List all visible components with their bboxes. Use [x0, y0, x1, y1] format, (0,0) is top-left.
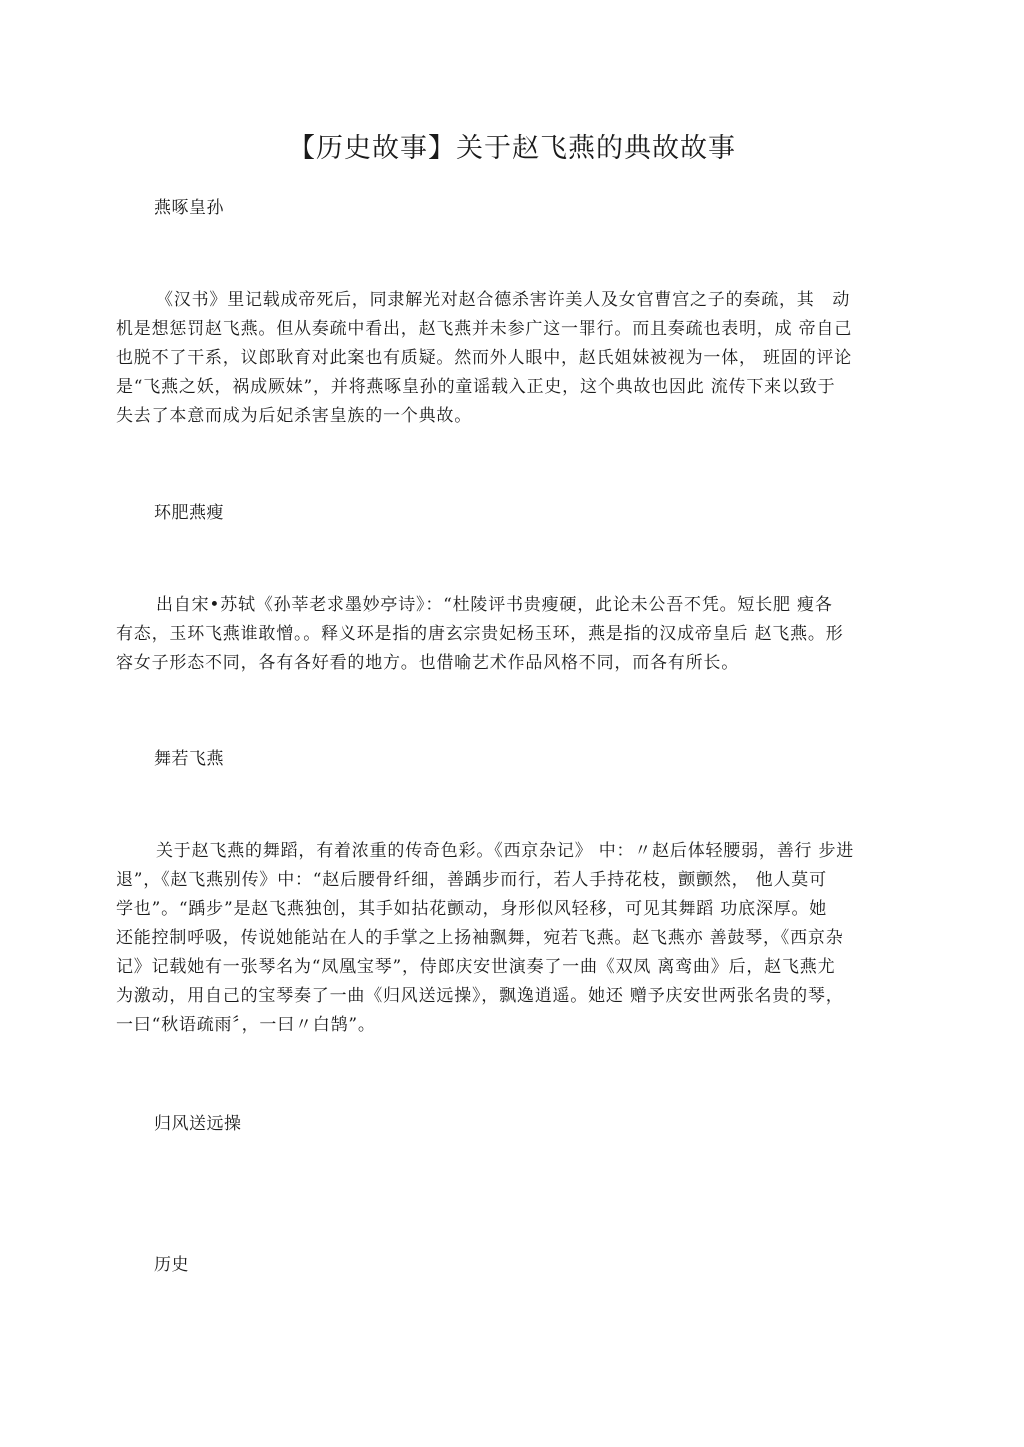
section-heading-li-shi: 历史 — [154, 1255, 189, 1275]
section-heading-yan-zhuo-huang-sun: 燕啄皇孙 — [154, 198, 224, 218]
paragraph-line: 关于赵飞燕的舞蹈，有着浓重的传奇色彩。《西京杂记》 中：〃赵后体轻腰弱，善行 步进 — [156, 841, 855, 861]
section-paragraph-huan-fei-yan-shou — [116, 591, 916, 678]
section-paragraph-wu-ruo-fei-yan — [116, 837, 916, 1040]
paragraph-line: 为激动，用自己的宝琴奏了一曲《归风送远操》，飘逸逍遥。她还 赠予庆安世两张名贵的琴， — [116, 986, 844, 1006]
paragraph-line: 《汉书》里记载成帝死后，同隶解光对赵合德杀害许美人及女官曹宫之子的奏疏，其 动 — [156, 290, 851, 310]
paragraph-line: 出自宋•苏轼《孙莘老求墨妙亭诗》：“杜陵评书贵瘦硬，此论未公吾不凭。短长肥 瘦各 — [156, 595, 833, 615]
paragraph-line: 容女子形态不同，各有各好看的地方。也借喻艺术作品风格不同，而各有所长。 — [116, 653, 739, 673]
paragraph-line: 机是想惩罚赵飞燕。但从奏疏中看出，赵飞燕并未参广这一罪行。而且奏疏也表明，成 帝自己 — [116, 319, 853, 339]
section-paragraph-yan-zhuo-huang-sun — [116, 286, 916, 431]
paragraph-line: 失去了本意而成为后妃杀害皇族的一个典故。 — [116, 406, 472, 426]
section-heading-wu-ruo-fei-yan: 舞若飞燕 — [154, 749, 224, 769]
paragraph-line: 记》记载她有一张琴名为“凤凰宝琴”，侍郎庆安世演奏了一曲《双凤 离鸾曲》后，赵飞燕尤 — [116, 957, 836, 977]
section-heading-gui-feng-song-yuan-cao: 归风送远操 — [154, 1114, 242, 1134]
document-title: 【历史故事】关于赵飞燕的典故故事 — [288, 133, 736, 164]
paragraph-line: 退”，《赵飞燕别传》中：“赵后腰骨纤细，善踽步而行，若人手持花枝，颤颤然， 他人莫可 — [116, 870, 827, 890]
paragraph-line: 也脱不了干系，议郎耿育对此案也有质疑。然而外人眼中，赵氏姐妹被视为一体， 班固的评论 — [116, 348, 853, 368]
section-heading-huan-fei-yan-shou: 环肥燕瘦 — [154, 503, 224, 523]
paragraph-line: 有态，玉环飞燕谁敢憎。。释义环是指的唐玄宗贵妃杨玉环，燕是指的汉成帝皇后 赵飞燕。形 — [116, 624, 844, 644]
paragraph-line: 还能控制呼吸，传说她能站在人的手掌之上扬袖飘舞，宛若飞燕。赵飞燕亦 善鼓琴，《西京杂 — [116, 928, 844, 948]
paragraph-line: 学也”。“踽步”是赵飞燕独创，其手如拈花颤动，身形似风轻移，可见其舞蹈 功底深厚。她 — [116, 899, 828, 919]
paragraph-line: 一曰“秋语疏雨〞，一曰〃白鹄”。 — [116, 1015, 376, 1035]
paragraph-line: 是“飞燕之妖，祸成厥妹”，并将燕啄皇孙的童谣载入正史，这个典故也因此 流传下来以致于 — [116, 377, 836, 397]
